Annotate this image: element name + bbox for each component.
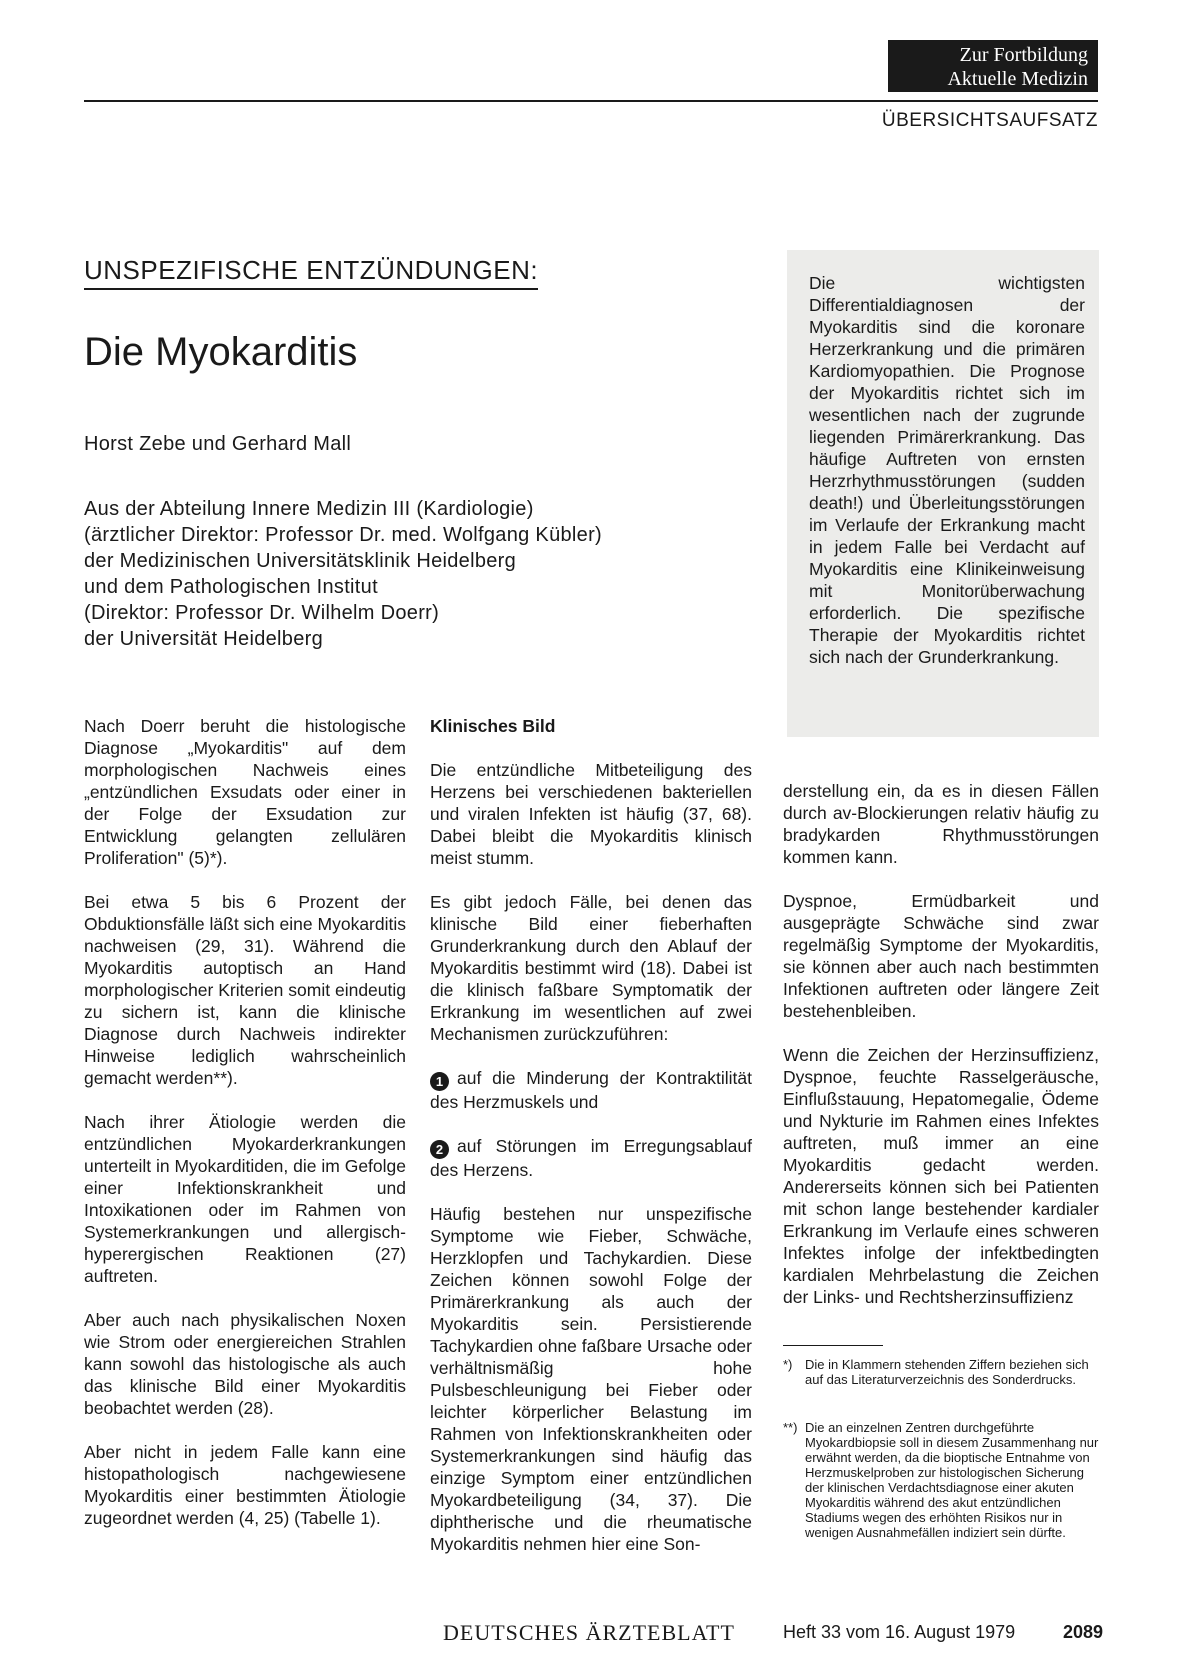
footnote-rule [783, 1345, 883, 1346]
badge-line-2: Aktuelle Medizin [947, 68, 1088, 90]
paragraph: Dyspnoe, Ermüdbarkeit und ausgeprägte Schwäche sind zwar regelmäßig Symptome der Myokarditis, sie können aber auch nach bestimmten Infektionen auftreten oder längere Zeit bestehenbleiben. [783, 891, 1099, 1021]
abstract-box: Die wichtigsten Differentialdiagnosen der Myokarditis sind die koronare Herzerkrankung und die primären Kardiomyopathien. Die Prognose der Myokarditis richtet sich im wesentlichen nach der zugrunde liegenden Primärerkrankung. Das häufige Auftreten von ernsten Herzrhythmusstörungen (sudden death!) und Überleitungsstörungen im Verlaufe der Erkrankung macht in jedem Falle bei Verdacht auf Myokarditis eine Klinikeinweisung mit Monitorüberwachung erforderlich. Die spezifische Therapie der Myokarditis richtet sich nach der Grunderkrankung. [787, 250, 1099, 737]
article-kicker: UNSPEZIFISCHE ENTZÜNDUNGEN: [84, 255, 538, 290]
section-label: ÜBERSICHTSAUFSATZ [881, 110, 1098, 131]
paragraph: Bei etwa 5 bis 6 Prozent der Obduktionsfälle läßt sich eine Myokarditis nachweisen (29, 31). Während die Myokarditis autoptisch an Hand morphologischer Kriterien somit eindeutig zu sichern ist, kann die klinische Diagnose durch Nachweis indirekter Hinweise lediglich wahrscheinlich gemacht werden**). [84, 892, 406, 1088]
article-authors: Horst Zebe und Gerhard Mall [84, 433, 352, 455]
affiliation-line: (ärztlicher Direktor: Professor Dr. med. Wolfgang Kübler) [84, 524, 603, 546]
page-footer [443, 1620, 1103, 1650]
badge-line-1: Zur Fortbildung [959, 44, 1088, 66]
paragraph: Wenn die Zeichen der Herzinsuffizienz, Dyspnoe, feuchte Rasselgeräusche, Einflußstauung, Hepatomegalie, Ödeme und Nykturie im Rahmen eines Infektes auftreten, muß immer an eine Myokarditis gedacht werden. Andererseits können sich bei Patienten mit schon lange bestehender kardialer Erkrankung im Verlaufe eines schweren Infektes infolge der infektbedingten kardialen Mehrbelastung die Zeichen der Links- und Rechtsherzinsuffizienz [783, 1045, 1099, 1307]
footnote [783, 1420, 1099, 1540]
paragraph: Nach ihrer Ätiologie werden die entzündlichen Myokarderkrankungen unterteilt in Myokarditiden, die im Gefolge einer Infektionskrankheit und Intoxikationen oder im Rahmen von Systemerkrankungen und allergisch-hyperergischen Reaktionen (27) auftreten. [84, 1112, 406, 1286]
paragraph: Aber nicht in jedem Falle kann eine histopathologisch nachgewiesene Myokarditis einer bestimmten Ätiologie zugeordnet werden (4, 25) (Tabelle 1). [84, 1442, 406, 1528]
article-title: Die Myokarditis [84, 330, 358, 374]
header-rule [84, 100, 1098, 102]
page-number: 2089 [1062, 1622, 1103, 1642]
paragraph: derstellung ein, da es in diesen Fällen durch av-Blockierungen relativ häufig zu bradykarden Rhythmusstörungen kommen kann. [783, 781, 1099, 867]
number-badge: 2 [430, 1140, 449, 1159]
body-column-3 [783, 780, 1099, 1330]
affiliation-line: und dem Pathologischen Institut [84, 576, 378, 598]
footnote-text: Die an einzelnen Zentren durchgeführte Myokardbiopsie soll in diesem Zusammenhang nur erwähnt werden, da die bioptische Entnahme von Herzmuskelproben zur histologischen Sicherung der klinischen Verdachtsdiagnose einer akuten Myokarditis während des akut entzündlichen Stadiums wegen des erhöhten Risikos nur in wenigen Ausnahmefällen indiziert sein dürfte. [805, 1420, 1099, 1540]
paragraph: Die entzündliche Mitbeteiligung des Herzens bei verschiedenen bakteriellen und viralen Infekten ist häufig (37, 68). Dabei bleibt die Myokarditis klinisch meist stumm. [430, 760, 752, 868]
footnote-mark: *) [783, 1357, 793, 1372]
paragraph: Häufig bestehen nur unspezifische Symptome wie Fieber, Schwäche, Herzklopfen und Tachykardien. Diese Zeichen können sowohl Folge der Primärerkrankung als auch der Myokarditis sein. Persistierende Tachykardien ohne faßbare Ursache oder verhältnismäßig hohe Pulsbeschleunigung bei Fieber oder leichter körperlicher Belastung im Rahmen von Infektionskrankheiten oder Systemerkrankungen sind häufig das einzige Symptom einer entzündlichen Myokardbeteiligung (34, 37). Die diphtherische und die rheumatische Myokarditis nehmen hier eine Son- [430, 1204, 752, 1554]
affiliation-line: (Direktor: Professor Dr. Wilhelm Doerr) [84, 602, 440, 624]
paragraph: Es gibt jedoch Fälle, bei denen das klinische Bild einer fieberhaften Grunderkrankung durch den Ablauf der Myokarditis bestimmt wird (18). Dabei ist die klinisch faßbare Symptomatik der Erkrankung im wesentlichen auf zwei Mechanismen zurückzuführen: [430, 892, 752, 1044]
affiliation-line: der Universität Heidelberg [84, 628, 324, 650]
issue-info: Heft 33 vom 16. August 1979 [783, 1622, 1016, 1642]
body-column-2 [430, 715, 752, 1577]
list-item [430, 1135, 752, 1181]
number-badge: 1 [430, 1072, 449, 1091]
paragraph: Nach Doerr beruht die histologische Diagnose „Myokarditis" auf dem morphologischen Nachweis eines „entzündlichen Exsudats oder einer in der Folge der Exsudation zur Entwicklung gelangten zellulären Proliferation" (5)*). [84, 716, 406, 868]
paragraph: Aber auch nach physikalischen Noxen wie Strom oder energiereichen Strahlen kann sowohl das histologische als auch das klinische Bild einer Myokarditis beobachtet werden (28). [84, 1310, 406, 1418]
list-item [430, 1067, 752, 1113]
journal-name: DEUTSCHES ÄRZTEBLATT [443, 1620, 735, 1645]
section-badge [888, 40, 1098, 92]
footnote [783, 1357, 1099, 1387]
affiliation-line: der Medizinischen Universitätsklinik Heidelberg [84, 550, 517, 572]
section-heading: Klinisches Bild [430, 716, 556, 736]
footnote-mark: **) [783, 1420, 798, 1435]
author-affiliation [84, 496, 602, 652]
list-item-text: auf Störungen im Erregungsablauf des Herzens. [430, 1136, 752, 1180]
list-item-text: auf die Minderung der Kontraktilität des Herzmuskels und [430, 1068, 752, 1112]
body-column-1 [84, 715, 406, 1551]
affiliation-line: Aus der Abteilung Innere Medizin III (Kardiologie) [84, 498, 534, 520]
footnote-text: Die in Klammern stehenden Ziffern beziehen sich auf das Literaturverzeichnis des Sonderdrucks. [805, 1357, 1089, 1387]
